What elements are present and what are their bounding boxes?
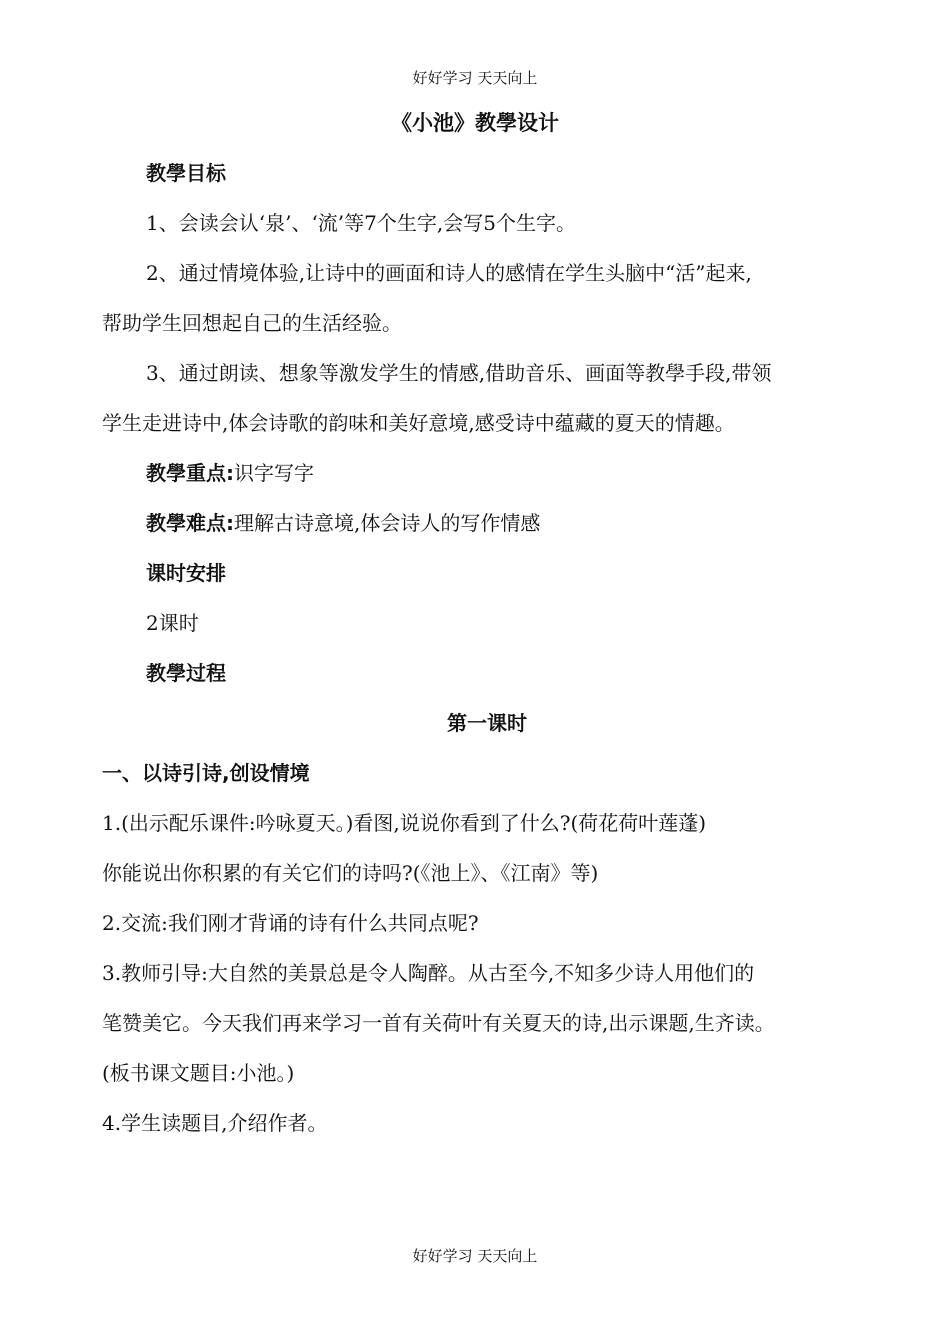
section-line: 1.(出示配乐课件:吟咏夏天。)看图,说说你看到了什么?(荷花荷叶莲蓬)	[102, 811, 707, 835]
difficulty-line	[102, 498, 872, 548]
objective-item: 1、会读会认‘泉’、‘流’等7个生字,会写5个生字。	[146, 211, 576, 235]
key-point-line	[102, 448, 872, 498]
section-heading: 一、以诗引诗,创设情境	[102, 761, 310, 785]
objective-item-continued: 学生走进诗中,体会诗歌的韵味和美好意境,感受诗中蕴藏的夏天的情趣。	[102, 411, 735, 435]
section-line: 2.交流:我们刚才背诵的诗有什么共同点呢?	[102, 911, 479, 935]
key-point-label: 教學重点:	[146, 461, 234, 485]
objective-item-continued: 帮助学生回想起自己的生活经验。	[102, 311, 402, 335]
document-title: 《小池》教學设计	[391, 111, 559, 135]
page-header: 好好学习 天天向上	[412, 69, 538, 87]
objective-item: 2、通过情境体验,让诗中的画面和诗人的感情在学生头脑中“活”起来,	[146, 261, 752, 285]
section-line: 你能说出你积累的有关它们的诗吗?(《池上》、《江南》等)	[102, 861, 599, 885]
document-body	[102, 148, 872, 1148]
section-line: 3.教师引导:大自然的美景总是令人陶醉。从古至今,不知多少诗人用他们的	[102, 961, 755, 985]
objective-item: 3、通过朗读、想象等激发学生的情感,借助音乐、画面等教學手段,带领	[146, 361, 772, 385]
objectives-heading: 教學目标	[146, 161, 226, 185]
section-line: (板书课文题目:小池。)	[102, 1061, 295, 1085]
difficulty-text: 理解古诗意境,体会诗人的写作情感	[234, 511, 541, 535]
key-point-text: 识字写字	[234, 461, 314, 485]
schedule-text: 2课时	[146, 611, 199, 635]
section-line: 4.学生读题目,介绍作者。	[102, 1111, 328, 1135]
difficulty-label: 教學难点:	[146, 511, 234, 535]
schedule-heading: 课时安排	[146, 561, 226, 585]
section-line: 笔赞美它。今天我们再来学习一首有关荷叶有关夏天的诗,出示课题,生齐读。	[102, 1011, 775, 1035]
process-heading: 教學过程	[146, 661, 226, 685]
page-footer: 好好学习 天天向上	[412, 1247, 538, 1265]
lesson-title: 第一课时	[447, 711, 527, 735]
